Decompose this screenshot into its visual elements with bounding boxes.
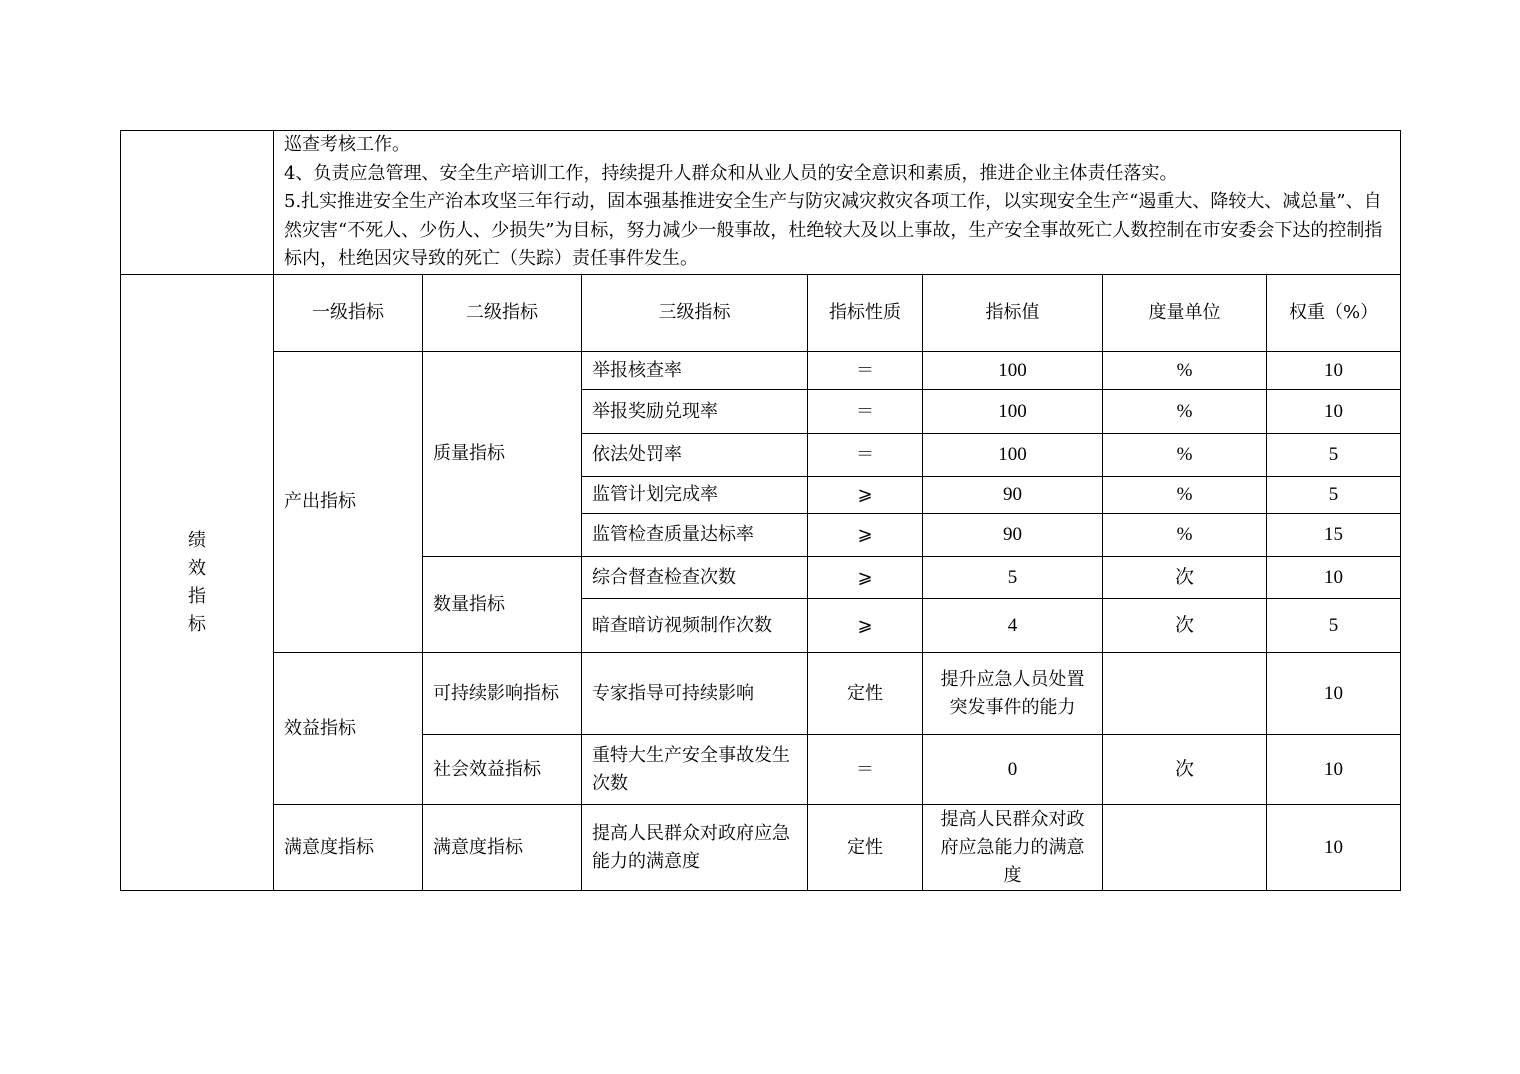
indicator-weight: 10 xyxy=(1267,557,1401,599)
indicator-unit xyxy=(1103,805,1267,891)
group-quantity: 数量指标 xyxy=(423,557,582,653)
indicator-nature: 定性 xyxy=(808,805,923,891)
indicator-nature: ⩾ xyxy=(808,477,923,514)
table-row xyxy=(121,805,1401,891)
section-label-char: 指 xyxy=(188,585,206,607)
header-nature: 指标性质 xyxy=(808,275,923,352)
duties-text-cell xyxy=(274,131,1401,275)
group-output: 产出指标 xyxy=(274,352,423,653)
indicator-weight: 10 xyxy=(1267,390,1401,434)
indicator-value: 提高人民群众对政府应急能力的满意度 xyxy=(923,805,1103,891)
group-quality: 质量指标 xyxy=(423,352,582,557)
indicator-value: 100 xyxy=(923,434,1103,477)
performance-table xyxy=(120,130,1401,891)
indicator-unit: % xyxy=(1103,514,1267,557)
header-unit: 度量单位 xyxy=(1103,275,1267,352)
duties-blank-cell xyxy=(121,131,274,275)
header-weight: 权重（%） xyxy=(1267,275,1401,352)
indicator-weight: 5 xyxy=(1267,599,1401,653)
header-level1: 一级指标 xyxy=(274,275,423,352)
indicator-unit: 次 xyxy=(1103,557,1267,599)
table-row xyxy=(121,653,1401,735)
indicator-value: 90 xyxy=(923,514,1103,557)
indicator-name: 举报核查率 xyxy=(582,352,808,390)
header-row xyxy=(121,275,1401,352)
duties-row xyxy=(121,131,1401,275)
indicator-weight: 5 xyxy=(1267,477,1401,514)
indicator-name: 举报奖励兑现率 xyxy=(582,390,808,434)
indicator-value: 100 xyxy=(923,390,1103,434)
indicator-unit: % xyxy=(1103,434,1267,477)
indicator-nature: ＝ xyxy=(808,735,923,805)
indicator-weight: 15 xyxy=(1267,514,1401,557)
header-level2: 二级指标 xyxy=(423,275,582,352)
indicator-unit: 次 xyxy=(1103,599,1267,653)
indicator-unit: 次 xyxy=(1103,735,1267,805)
indicator-nature: ⩾ xyxy=(808,557,923,599)
indicator-nature: ⩾ xyxy=(808,514,923,557)
indicator-value: 100 xyxy=(923,352,1103,390)
indicator-value: 4 xyxy=(923,599,1103,653)
indicator-name: 监管计划完成率 xyxy=(582,477,808,514)
group-benefit: 效益指标 xyxy=(274,653,423,805)
indicator-weight: 10 xyxy=(1267,352,1401,390)
duties-line-3: 5.扎实推进安全生产治本攻坚三年行动，固本强基推进安全生产与防灾减灾救灾各项工作，以实现安全生产“遏重大、降较大、减总量”、自然灾害“不死人、少伤人、少损失”为目标，努力减少一般事故，杜绝较大及以上事故，生产安全事故死亡人数控制在市安委会下达的控制指标内，杜绝因灾导致的死亡（失踪）责任事件发生。 xyxy=(284,191,1383,270)
indicator-nature: 定性 xyxy=(808,653,923,735)
table-row xyxy=(121,352,1401,390)
indicator-name: 重特大生产安全事故发生次数 xyxy=(582,735,808,805)
indicator-weight: 10 xyxy=(1267,805,1401,891)
header-level3: 三级指标 xyxy=(582,275,808,352)
indicator-weight: 10 xyxy=(1267,735,1401,805)
indicator-value: 0 xyxy=(923,735,1103,805)
section-label-char: 标 xyxy=(188,613,206,635)
indicator-weight: 10 xyxy=(1267,653,1401,735)
section-label xyxy=(121,275,274,891)
indicator-name: 专家指导可持续影响 xyxy=(582,653,808,735)
indicator-name: 综合督查检查次数 xyxy=(582,557,808,599)
indicator-nature: ＝ xyxy=(808,434,923,477)
duties-line-2: 4、负责应急管理、安全生产培训工作，持续提升人群众和从业人员的安全意识和素质，推进企业主体责任落实。 xyxy=(284,162,1178,184)
indicator-unit: % xyxy=(1103,390,1267,434)
group-social: 社会效益指标 xyxy=(423,735,582,805)
section-label-char: 绩 xyxy=(188,529,206,551)
indicator-value: 提升应急人员处置突发事件的能力 xyxy=(923,653,1103,735)
duties-line-1: 巡查考核工作。 xyxy=(284,134,410,156)
indicator-name: 依法处罚率 xyxy=(582,434,808,477)
section-label-char: 效 xyxy=(188,557,206,579)
indicator-nature: ＝ xyxy=(808,390,923,434)
indicator-name: 监管检查质量达标率 xyxy=(582,514,808,557)
indicator-unit xyxy=(1103,653,1267,735)
group-satisfaction-l2: 满意度指标 xyxy=(423,805,582,891)
group-satisfaction-l1: 满意度指标 xyxy=(274,805,423,891)
header-value: 指标值 xyxy=(923,275,1103,352)
indicator-nature: ＝ xyxy=(808,352,923,390)
indicator-name: 提高人民群众对政府应急能力的满意度 xyxy=(582,805,808,891)
indicator-unit: % xyxy=(1103,477,1267,514)
indicator-value: 5 xyxy=(923,557,1103,599)
indicator-weight: 5 xyxy=(1267,434,1401,477)
indicator-unit: % xyxy=(1103,352,1267,390)
indicator-name: 暗查暗访视频制作次数 xyxy=(582,599,808,653)
indicator-value: 90 xyxy=(923,477,1103,514)
group-sustain: 可持续影响指标 xyxy=(423,653,582,735)
indicator-nature: ⩾ xyxy=(808,599,923,653)
